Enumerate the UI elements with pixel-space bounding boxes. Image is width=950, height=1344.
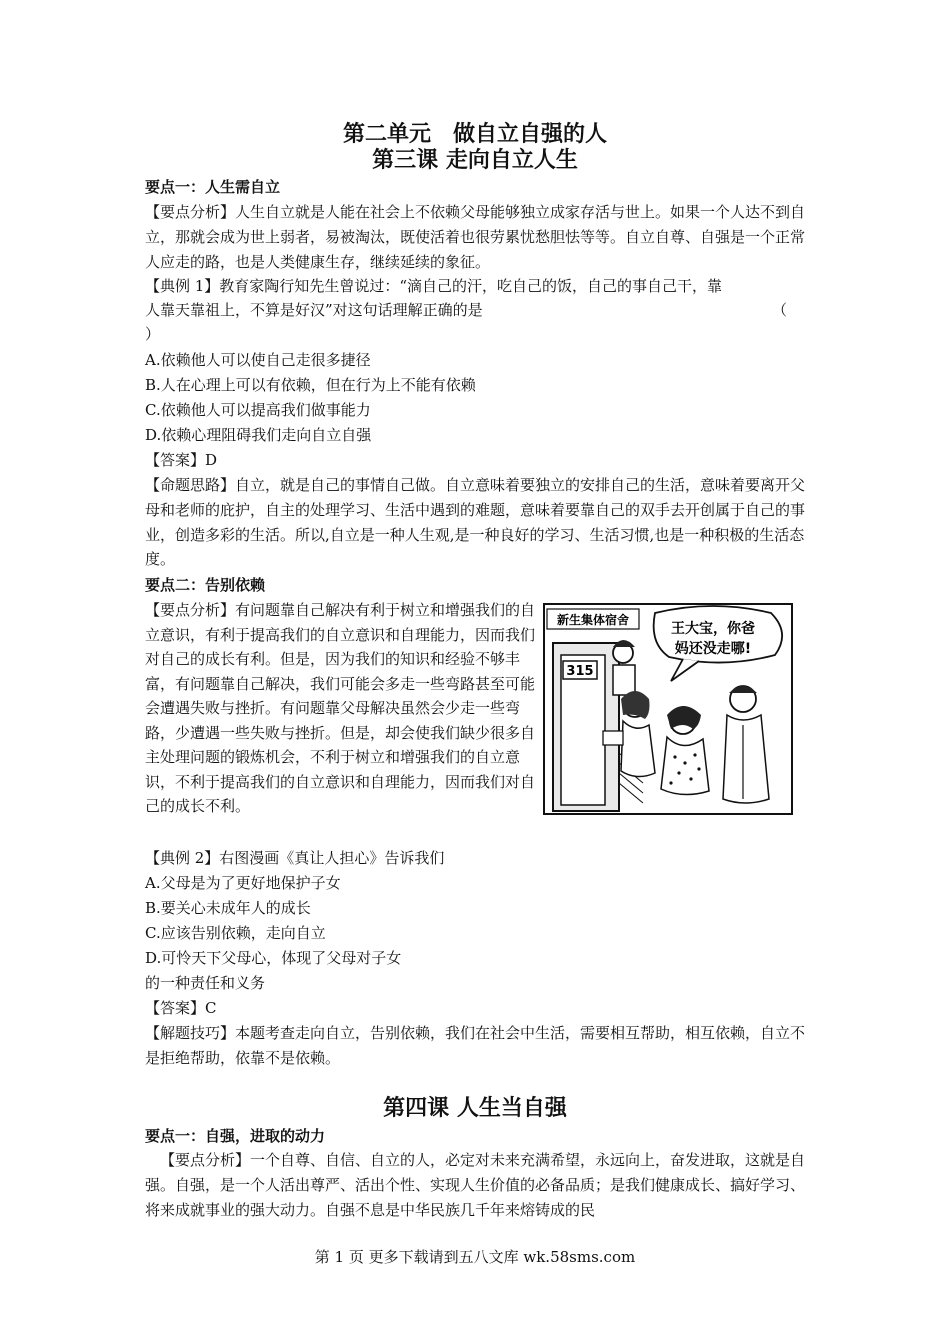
lesson4-point1-heading: 要点一：自强，进取的动力 [145,1127,326,1145]
lesson4-title: 第四课 人生当自强 [383,1096,567,1121]
example1-reasoning: 【命题思路】自立，就是自己的事情自己做。自立意味着要独立的安排自己的生活，意味着要离开父母和老师的庇护，自主的处理学习、生活中遇到的难题，意味着要靠自己的双手去开创属于自己的事业，创造多彩的生活。所以,自立是一种人生观,是一种良好的学习、生活习惯,也是一种积极的生活态度。 [145,476,806,569]
cartoon-speech-line2: 妈还没走哪! [674,641,752,657]
example2-option-b: B.要关心未成年人的成长 [145,899,311,917]
example1-line1: 【典例 1】教育家陶行知先生曾说过：“滴自己的汗，吃自己的饭，自己的事自己干，靠 [145,277,722,295]
cartoon-door-number: 315 [566,664,594,679]
cartoon-speech-line1: 王大宝，你爸 [671,621,755,637]
lesson3-point2-analysis: 【要点分析】有问题靠自己解决有利于树立和增强我们的自立意识，有利于提高我们的自立意识和自理能力，因而我们对自己的成长有利。但是，因为我们的知识和经验不够丰富，有问题靠自己解决，我们可能会多走一些弯路甚至可能会遭遇失败与挫折。有问题靠父母解决虽然会少走一些弯路，少遭遇一些失败与挫折。但是，却会使我们缺少很多自主处理问题的锻炼机会，不利于树立和增强我们的自立意识，不利于提高我们的自立意识和自理能力，因而我们对自己的成长不利。 [145,601,536,815]
example1-option-a: A.依赖他人可以使自己走很多捷径 [145,351,371,369]
example1-answer: 【答案】D [145,451,218,469]
example1-paren-close: ） [145,325,161,343]
lesson3-title: 第三课 走向自立人生 [372,148,578,173]
lesson3-point1-analysis: 【要点分析】人生自立就是人能在社会上不依赖父母能够独立成家存活与世上。如果一个人达不到自立，那就会成为世上弱者，易被淘汰，既使活着也很劳累忧愁胆怯等等。自立自尊、自强是一个正常人应走的路，也是人类健康生存，继续延续的象征。 [145,203,806,271]
example1-option-d: D.依赖心理阻碍我们走向自立自强 [145,426,372,444]
lesson4-point1-analysis: 【要点分析】一个自尊、自信、自立的人，必定对未来充满希望，永远向上，奋发进取，这就是自强。自强，是一个人活出尊严、活出个性、实现人生价值的必备品质；是我们健康成长、搞好学习、将来成就事业的强大动力。自强不息是中华民族几千年来熔铸成的民 [145,1151,806,1219]
example1-line2: 人靠天靠祖上，不算是好汉”对这句话理解正确的是 [145,301,483,319]
example1-option-b: B.人在心理上可以有依赖，但在行为上不能有依赖 [145,376,476,394]
cartoon-sign-text: 新生集体宿舍 [556,613,630,627]
unit-title: 第二单元 做自立自强的人 [342,122,607,147]
lesson3-point1-heading: 要点一：人生需自立 [145,178,281,196]
example2-option-a: A.父母是为了更好地保护子女 [145,874,341,892]
example1-paren-open: （ [772,301,788,319]
example2-stem: 【典例 2】右图漫画《真让人担心》告诉我们 [145,849,445,867]
lesson3-point2-heading: 要点二：告别依赖 [145,576,266,594]
cartoon-illustration [543,603,793,815]
example1-option-c: C.依赖他人可以提高我们做事能力 [145,401,371,419]
example2-option-c: C.应该告别依赖，走向自立 [145,924,326,942]
example2-answer: 【答案】C [145,999,217,1017]
example2-option-d: D.可怜天下父母心，体现了父母对子女 [145,949,402,967]
page-footer: 第 1 页 更多下载请到五八文库 wk.58sms.com [314,1248,636,1266]
example2-option-d-cont: 的一种责任和义务 [145,974,266,992]
example2-skill: 【解题技巧】本题考查走向自立，告别依赖，我们在社会中生活，需要相互帮助，相互依赖，自立不是拒绝帮助，依靠不是依赖。 [145,1024,806,1067]
